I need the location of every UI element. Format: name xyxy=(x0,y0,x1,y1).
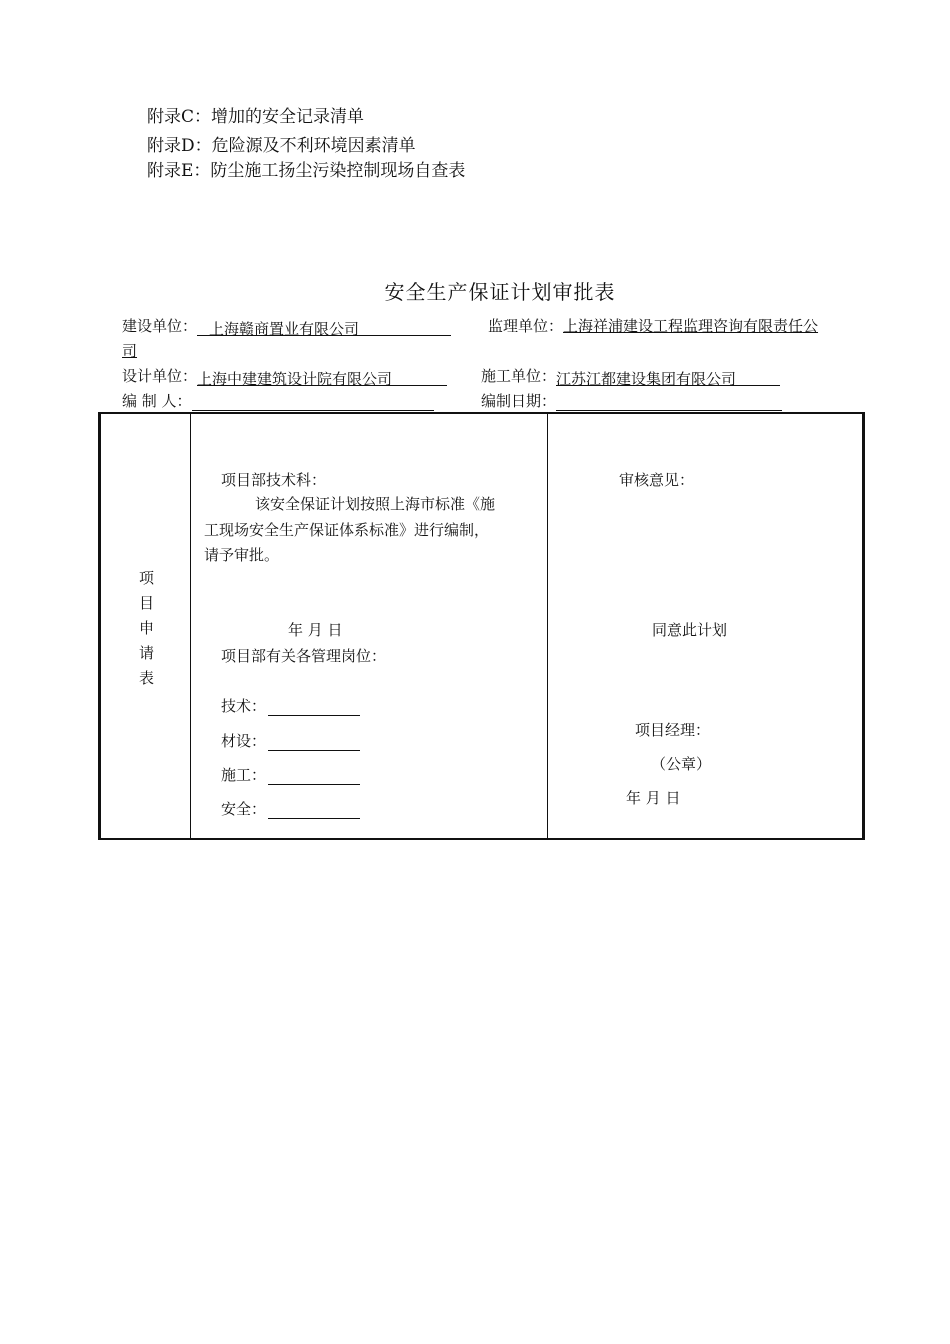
project-application-label xyxy=(101,566,192,691)
supervision-unit-label: 监理单位： xyxy=(488,317,564,335)
appendix-d: 附录D：危险源及不利环境因素清单 xyxy=(147,136,416,156)
seal-label: （公章） xyxy=(651,755,712,773)
vertical-char: 请 xyxy=(138,644,154,662)
supervision-unit-cont-row xyxy=(122,341,137,361)
supervision-unit-row xyxy=(488,316,818,336)
construction-unit-row xyxy=(122,316,451,336)
construction-unit-field[interactable] xyxy=(197,319,451,336)
compiler-field[interactable] xyxy=(192,394,434,411)
signature-safety xyxy=(221,798,360,819)
vertical-char: 表 xyxy=(138,669,154,687)
page-title: 安全生产保证计划审批表 xyxy=(384,280,616,304)
signature-safety-label: 安全： xyxy=(221,800,267,818)
supervision-unit-cont: 司 xyxy=(122,342,138,360)
signature-material-field[interactable] xyxy=(268,734,360,751)
table-divider-2 xyxy=(547,414,548,838)
builder-unit-label: 施工单位： xyxy=(481,367,557,385)
construction-unit-value: 上海赣商置业有限公司 xyxy=(209,320,360,338)
signature-construction xyxy=(221,764,360,785)
statement-line-3: 请予审批。 xyxy=(204,546,280,564)
construction-unit-label: 建设单位： xyxy=(122,317,198,335)
signature-tech-field[interactable] xyxy=(268,699,360,716)
design-unit-value: 上海中建建筑设计院有限公司 xyxy=(197,370,393,388)
signature-tech-label: 技术： xyxy=(221,697,267,715)
vertical-char: 目 xyxy=(138,594,154,612)
application-date: 年 月 日 xyxy=(288,621,343,639)
signature-tech xyxy=(221,695,360,716)
compile-date-row xyxy=(481,391,782,411)
vertical-char: 申 xyxy=(138,619,154,637)
signature-material-label: 材设： xyxy=(221,732,267,750)
builder-unit-row xyxy=(481,366,780,386)
design-unit-label: 设计单位： xyxy=(122,367,198,385)
review-opinion: 同意此计划 xyxy=(652,621,728,639)
review-date: 年 月 日 xyxy=(626,789,681,807)
compile-date-label: 编制日期： xyxy=(481,392,557,410)
supervision-unit-value[interactable]: 上海祥浦建设工程监理咨询有限责任公 xyxy=(563,317,819,335)
statement-line-1: 该安全保证计划按照上海市标准《施 xyxy=(255,495,496,513)
signature-construction-label: 施工： xyxy=(221,766,267,784)
design-unit-row xyxy=(122,366,447,386)
vertical-char: 项 xyxy=(138,569,154,587)
compiler-label: 编 制 人： xyxy=(122,392,192,410)
signature-construction-field[interactable] xyxy=(268,768,360,785)
dept-label: 项目部技术科： xyxy=(221,471,327,489)
appendix-c: 附录C：增加的安全记录清单 xyxy=(147,107,365,127)
review-label: 审核意见： xyxy=(619,471,695,489)
statement-line-2: 工现场安全生产保证体系标准》进行编制， xyxy=(204,521,490,539)
compiler-row xyxy=(122,391,434,411)
builder-unit-field[interactable] xyxy=(556,369,780,386)
signature-material xyxy=(221,730,360,751)
appendix-e: 附录E：防尘施工扬尘污染控制现场自查表 xyxy=(147,161,466,181)
compile-date-field[interactable] xyxy=(556,394,782,411)
builder-unit-value: 江苏江都建设集团有限公司 xyxy=(556,370,737,388)
signature-safety-field[interactable] xyxy=(268,802,360,819)
posts-label: 项目部有关各管理岗位： xyxy=(221,647,387,665)
manager-label: 项目经理： xyxy=(635,721,711,739)
approval-table xyxy=(98,412,865,840)
design-unit-field[interactable] xyxy=(197,369,447,386)
